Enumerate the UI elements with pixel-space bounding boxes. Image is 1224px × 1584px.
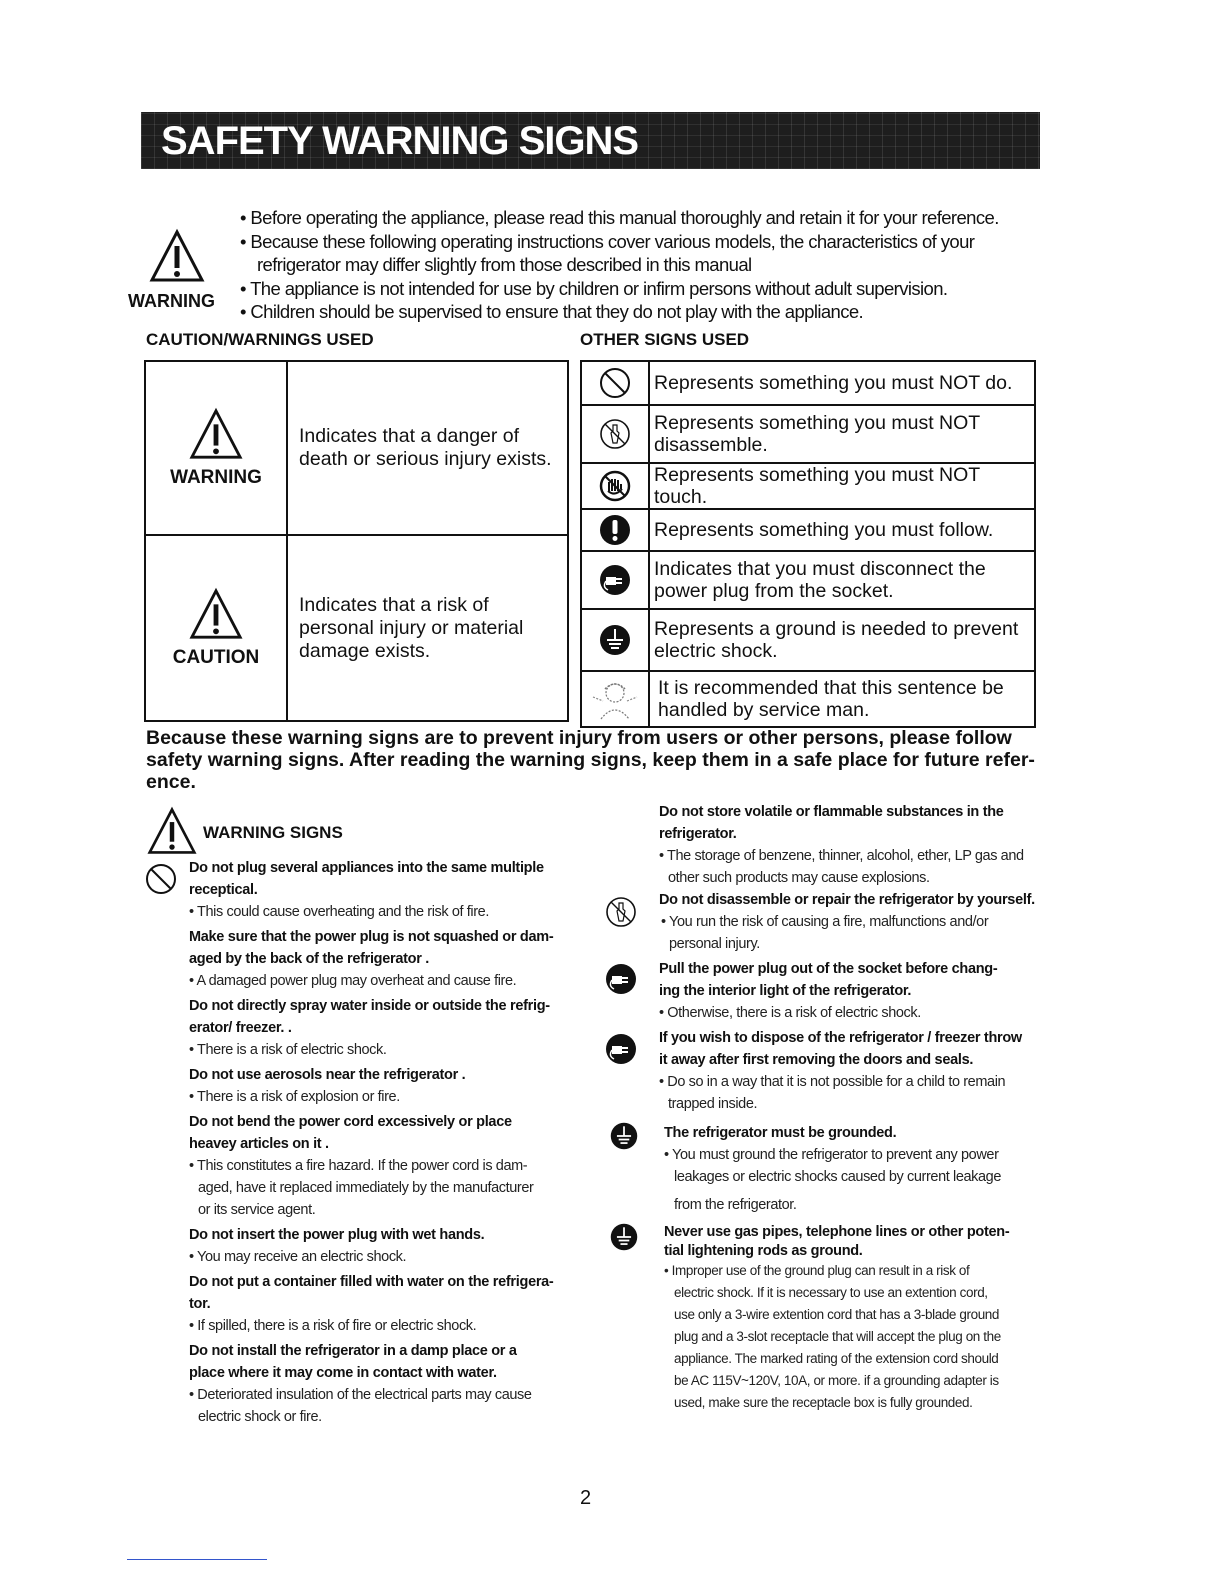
table-row xyxy=(581,405,1035,463)
no-touch-icon xyxy=(581,463,649,509)
item-heading: it away after first removing the doors and seals. xyxy=(659,1052,974,1068)
item-body: • There is a risk of electric shock. xyxy=(189,1042,387,1058)
other-signs-heading: OTHER SIGNS USED xyxy=(580,330,750,349)
item-body: • Do so in a way that it is not possible for a child to remain xyxy=(659,1074,1006,1090)
item-body: • The storage of benzene, thinner, alcohol, ether, LP gas and xyxy=(659,848,1024,864)
item-body: • Improper use of the ground plug can result in a risk of xyxy=(664,1263,970,1278)
warning-sign-cell xyxy=(145,361,287,535)
desc-line: death or serious injury exists. xyxy=(299,448,552,470)
item-body: plug and a 3-slot receptacle that will accept the plug on the xyxy=(674,1329,1001,1344)
warning-signs-title: WARNING SIGNS xyxy=(203,823,343,842)
page-title: SAFETY WARNING SIGNS xyxy=(161,119,639,163)
desc-line: Indicates that a danger of xyxy=(299,425,520,447)
caution-warnings-heading: CAUTION/WARNINGS USED xyxy=(146,330,374,349)
sign-description xyxy=(649,361,1035,405)
list-item xyxy=(189,926,553,992)
item-body: aged, have it replaced immediately by the manufacturer xyxy=(198,1180,534,1196)
caution-triangle-icon xyxy=(188,587,244,641)
sign-description xyxy=(649,609,1035,671)
item-body: from the refrigerator. xyxy=(674,1197,797,1213)
safety-notice xyxy=(146,727,1046,793)
item-heading: Do not insert the power plug with wet hands. xyxy=(189,1227,485,1243)
item-heading: The refrigerator must be grounded. xyxy=(664,1125,897,1141)
list-item xyxy=(659,958,1035,1024)
other-signs-table xyxy=(580,360,1036,728)
item-body: other such products may cause explosions. xyxy=(668,870,930,886)
list-item xyxy=(189,1224,553,1268)
item-body: used, make sure the receptacle box is fully grounded. xyxy=(674,1395,973,1410)
item-body: • If spilled, there is a risk of fire or electric shock. xyxy=(189,1318,477,1334)
ground-icon xyxy=(581,609,649,671)
warning-label: WARNING xyxy=(170,467,262,488)
item-heading: tor. xyxy=(189,1296,211,1312)
page-number: 2 xyxy=(580,1487,592,1509)
sign-description xyxy=(649,405,1035,463)
item-heading: Do not plug several appliances into the same multiple xyxy=(189,860,544,876)
list-item xyxy=(189,1064,553,1108)
prohibition-icon xyxy=(581,361,649,405)
item-heading: Do not directly spray water inside or outside the refrig- xyxy=(189,998,550,1014)
table-row xyxy=(581,671,1035,727)
item-heading: Never use gas pipes, telephone lines or other poten- xyxy=(664,1224,1010,1240)
sign-description xyxy=(649,463,1035,509)
item-body: electric shock or fire. xyxy=(198,1409,322,1425)
list-item xyxy=(659,1221,1035,1414)
item-heading: erator/ freezer. . xyxy=(189,1020,292,1036)
item-body: leakages or electric shocks caused by current leakage xyxy=(674,1169,1001,1185)
sign-line: Represents something you must follow. xyxy=(654,519,994,541)
sign-description xyxy=(649,509,1035,551)
list-item xyxy=(189,857,553,923)
ground-icon xyxy=(609,1121,639,1151)
sign-line: It is recommended that this sentence be xyxy=(658,677,1004,699)
intro-bullet: refrigerator may differ slightly from those described in this manual xyxy=(257,254,752,275)
item-body: electric shock. If it is necessary to use an extention cord, xyxy=(674,1285,988,1300)
sign-line: handled by service man. xyxy=(658,699,870,721)
sign-line: disassemble. xyxy=(654,434,768,456)
item-body: use only a 3-wire extention cord that has a 3-blade ground xyxy=(674,1307,1000,1322)
intro-warning-label: WARNING xyxy=(128,291,215,311)
sign-line: power plug from the socket. xyxy=(654,580,894,602)
item-body: • Deteriorated insulation of the electrical parts may cause xyxy=(189,1387,532,1403)
list-item xyxy=(659,801,1035,889)
item-body: trapped inside. xyxy=(668,1096,758,1112)
item-body: appliance. The marked rating of the extension cord should xyxy=(674,1351,999,1366)
table-row xyxy=(581,609,1035,671)
item-body: personal injury. xyxy=(669,936,760,952)
item-body: • This could cause overheating and the risk of fire. xyxy=(189,904,489,920)
item-heading: aged by the back of the refrigerator . xyxy=(189,951,429,967)
item-body: • You may receive an electric shock. xyxy=(189,1249,407,1265)
caution-label: CAUTION xyxy=(172,647,260,668)
caution-table xyxy=(144,360,569,722)
sign-line: Represents something you must NOT touch. xyxy=(654,464,980,508)
notice-line: Because these warning signs are to prevent injury from users or other persons, please follow xyxy=(146,727,1012,749)
sign-description xyxy=(649,551,1035,609)
intro-bullet: • Children should be supervised to ensure that they do not play with the appliance. xyxy=(240,301,864,322)
list-item xyxy=(659,889,1035,955)
list-item xyxy=(189,1340,553,1428)
warning-triangle-icon xyxy=(148,228,206,284)
no-disassemble-icon xyxy=(581,405,649,463)
sign-line: Represents a ground is needed to prevent xyxy=(654,618,1019,640)
unplug-icon xyxy=(604,1032,638,1066)
notice-line: ence. xyxy=(146,771,196,793)
list-item xyxy=(189,995,553,1061)
item-heading: refrigerator. xyxy=(659,826,737,842)
caution-description xyxy=(287,535,568,721)
table-row xyxy=(145,361,568,535)
table-row xyxy=(581,463,1035,509)
item-body: • There is a risk of explosion or fire. xyxy=(189,1089,400,1105)
desc-line: personal injury or material xyxy=(299,616,524,639)
item-body: • You run the risk of causing a fire, malfunctions and/or xyxy=(661,914,989,930)
table-row xyxy=(581,361,1035,405)
no-disassemble-icon xyxy=(604,895,638,929)
sign-line: electric shock. xyxy=(654,640,778,662)
item-heading: tial lightening rods as ground. xyxy=(664,1243,863,1259)
item-body: • A damaged power plug may overheat and cause fire. xyxy=(189,973,517,989)
table-row xyxy=(581,551,1035,609)
item-heading: Pull the power plug out of the socket before chang- xyxy=(659,961,998,977)
item-heading: Do not install the refrigerator in a damp place or a xyxy=(189,1343,517,1359)
list-item xyxy=(659,1027,1035,1115)
warning-triangle-icon xyxy=(188,407,244,461)
item-heading: heavey articles on it . xyxy=(189,1136,329,1152)
left-warning-list xyxy=(189,857,553,1428)
footer-divider xyxy=(127,1559,267,1560)
item-heading: Do not use aerosols near the refrigerator . xyxy=(189,1067,466,1083)
intro-bullet: • The appliance is not intended for use by children or infirm persons without adult supervision. xyxy=(240,278,948,299)
warning-description xyxy=(287,361,568,535)
sign-line: Represents something you must NOT xyxy=(654,412,981,434)
item-body: • Otherwise, there is a risk of electric shock. xyxy=(659,1005,921,1021)
list-item xyxy=(189,1271,553,1337)
item-heading: receptical. xyxy=(189,882,258,898)
desc-line: damage exists. xyxy=(299,639,431,662)
item-heading: Do not store volatile or flammable substances in the xyxy=(659,804,1004,820)
item-body: be AC 115V~120V, 10A, or more. if a grounding adapter is xyxy=(674,1373,999,1388)
intro-bullet: • Because these following operating instructions cover various models, the characteristics of your xyxy=(240,231,975,252)
item-heading: Do not bend the power cord excessively or place xyxy=(189,1114,512,1130)
item-heading: Do not put a container filled with water on the refrigera- xyxy=(189,1274,554,1290)
desc-line: Indicates that a risk of xyxy=(299,593,489,616)
right-warning-list xyxy=(659,801,1035,1414)
caution-sign-cell xyxy=(145,535,287,721)
ground-icon xyxy=(609,1222,639,1252)
prohibition-icon xyxy=(144,862,178,896)
must-follow-icon xyxy=(581,509,649,551)
item-body: • You must ground the refrigerator to prevent any power xyxy=(664,1147,999,1163)
warning-signs-triangle-icon xyxy=(146,806,198,856)
title-banner xyxy=(141,112,1040,169)
notice-line: safety warning signs. After reading the warning signs, keep them in a safe place for future refer- xyxy=(146,749,1035,771)
sign-line: Represents something you must NOT do. xyxy=(654,372,1013,394)
list-item xyxy=(189,1111,553,1221)
unplug-icon xyxy=(604,962,638,996)
sign-line: Indicates that you must disconnect the xyxy=(654,558,986,580)
list-item xyxy=(659,1122,1035,1216)
intro-bullet: • Before operating the appliance, please read this manual thoroughly and retain it for your reference. xyxy=(240,207,999,228)
table-row xyxy=(145,535,568,721)
item-heading: place where it may come in contact with water. xyxy=(189,1365,497,1381)
item-heading: Make sure that the power plug is not squashed or dam- xyxy=(189,929,554,945)
item-body: • This constitutes a fire hazard. If the power cord is dam- xyxy=(189,1158,528,1174)
item-heading: If you wish to dispose of the refrigerator / freezer throw xyxy=(659,1030,1022,1046)
table-row xyxy=(581,509,1035,551)
item-heading: Do not disassemble or repair the refrigerator by yourself. xyxy=(659,892,1035,908)
item-body: or its service agent. xyxy=(198,1202,316,1218)
unplug-icon xyxy=(581,551,649,609)
item-heading: ing the interior light of the refrigerator. xyxy=(659,983,912,999)
sign-description xyxy=(649,671,1035,727)
service-man-icon xyxy=(581,671,649,727)
